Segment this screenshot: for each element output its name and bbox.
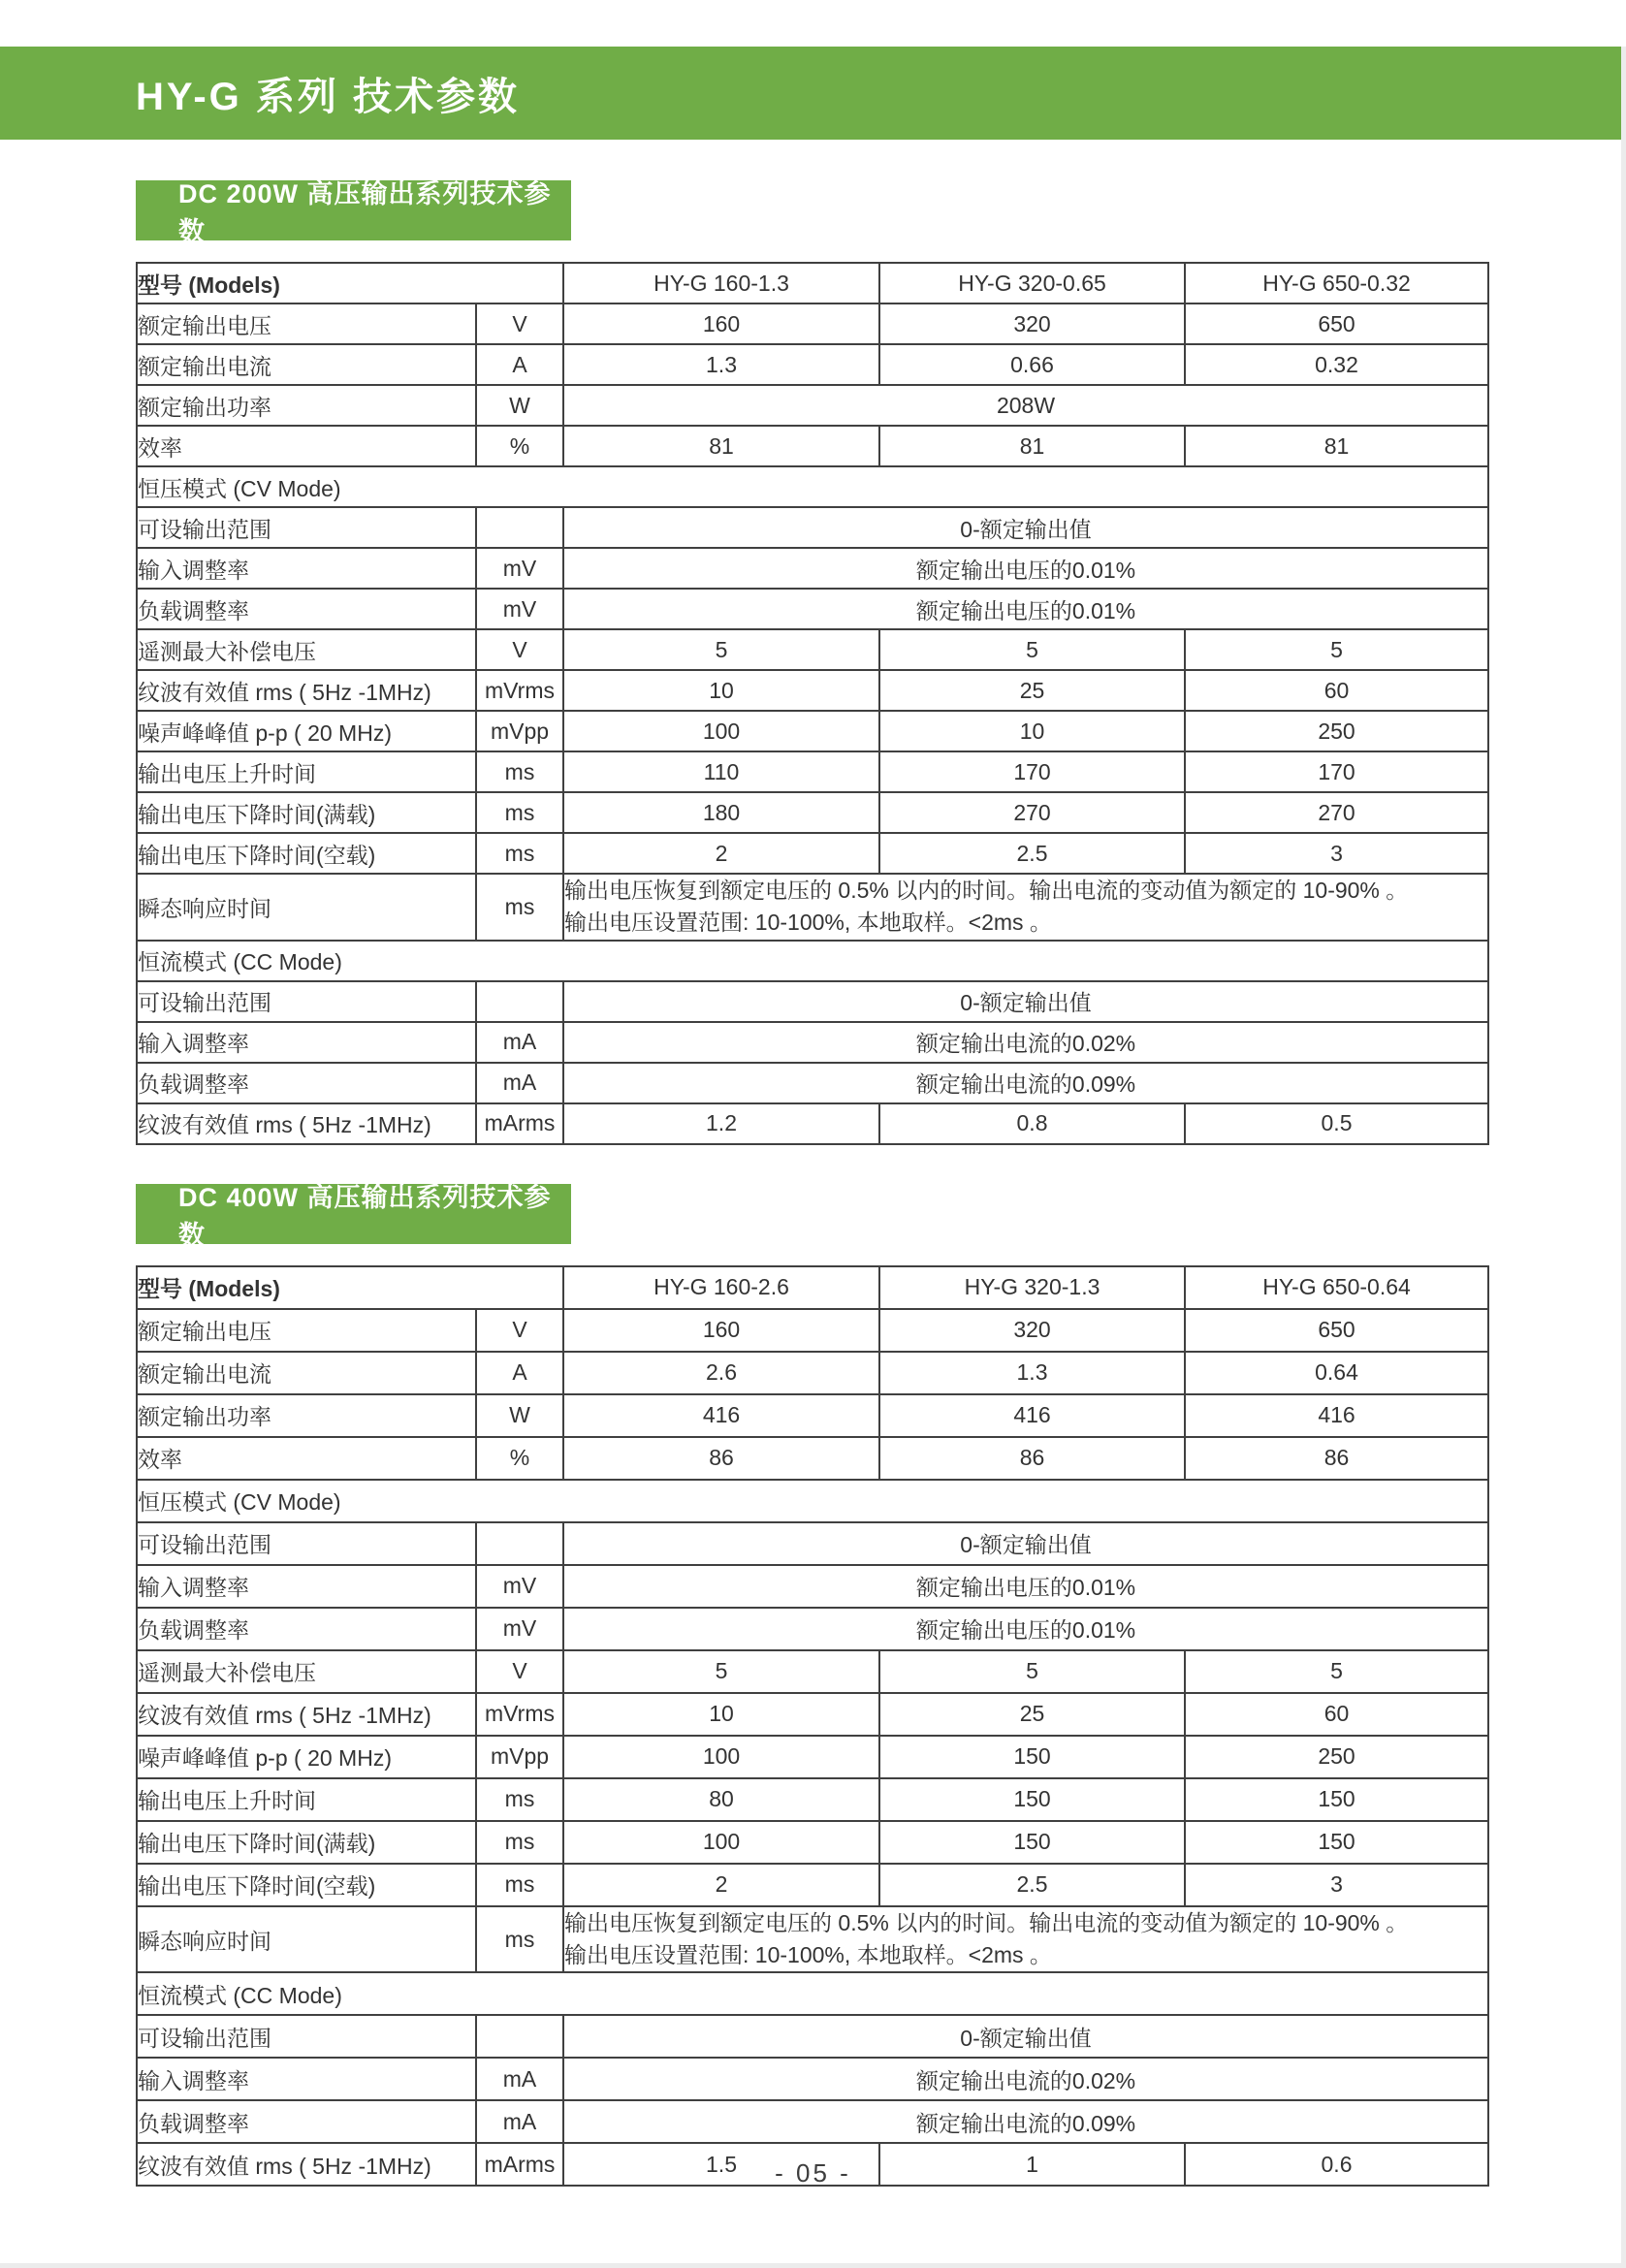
row-label: 纹波有效值 rms ( 5Hz -1MHz)	[137, 1103, 476, 1144]
table-row	[137, 1063, 1488, 1103]
row-label: 输入调整率	[137, 1565, 476, 1608]
value-cell: 170	[1185, 751, 1488, 792]
row-label: 额定输出功率	[137, 385, 476, 426]
value-cell: 81	[563, 426, 879, 466]
value-cell: 150	[879, 1821, 1185, 1864]
table-row	[137, 1394, 1488, 1437]
value-cell: 1.5	[563, 2143, 879, 2186]
row-label: 负载调整率	[137, 589, 476, 629]
value-cell: 416	[879, 1394, 1185, 1437]
row-label: 噪声峰峰值 p-p ( 20 MHz)	[137, 711, 476, 751]
section-row	[137, 1972, 1488, 2015]
value-cell: 1	[879, 2143, 1185, 2186]
row-label: 负载调整率	[137, 2100, 476, 2143]
row-label: 额定输出电压	[137, 303, 476, 344]
row-label: 效率	[137, 1437, 476, 1480]
merged-value-cell: 额定输出电压的0.01%	[563, 548, 1488, 589]
value-cell: 0.32	[1185, 344, 1488, 385]
row-unit: ms	[476, 833, 563, 874]
value-cell: 270	[1185, 792, 1488, 833]
row-unit: mArms	[476, 1103, 563, 1144]
value-cell: 60	[1185, 1693, 1488, 1736]
row-unit: %	[476, 1437, 563, 1480]
value-cell: 2.6	[563, 1352, 879, 1394]
row-unit	[476, 507, 563, 548]
value-cell: 81	[1185, 426, 1488, 466]
models-header-row	[137, 263, 1488, 303]
value-cell: 416	[1185, 1394, 1488, 1437]
table-row	[137, 1650, 1488, 1693]
value-cell: 160	[563, 1309, 879, 1352]
row-label: 噪声峰峰值 p-p ( 20 MHz)	[137, 1736, 476, 1778]
value-cell: 25	[879, 670, 1185, 711]
models-label: 型号 (Models)	[137, 1266, 563, 1309]
row-unit: A	[476, 344, 563, 385]
row-label: 输出电压下降时间(满载)	[137, 792, 476, 833]
row-unit	[476, 981, 563, 1022]
badge-200w: DC 200W 高压输出系列技术参数	[136, 180, 571, 240]
model-name: HY-G 650-0.64	[1185, 1266, 1488, 1309]
transient-note-line: 输出电压设置范围: 10-100%, 本地取样。<2ms 。	[564, 1942, 1052, 1968]
value-cell: 1.2	[563, 1103, 879, 1144]
table-row	[137, 1778, 1488, 1821]
row-label: 遥测最大补偿电压	[137, 629, 476, 670]
section-row	[137, 941, 1488, 981]
value-cell: 250	[1185, 711, 1488, 751]
row-unit: mVpp	[476, 711, 563, 751]
section-row	[137, 466, 1488, 507]
table-row	[137, 1022, 1488, 1063]
transient-note-line: 输出电压恢复到额定电压的 0.5% 以内的时间。输出电流的变动值为额定的 10-90% 。	[564, 1909, 1409, 1935]
table-row	[137, 589, 1488, 629]
merged-value-cell: 额定输出电压的0.01%	[563, 589, 1488, 629]
row-unit: ms	[476, 1821, 563, 1864]
section-band-label: 恒流模式 (CC Mode)	[137, 941, 1488, 981]
value-cell: 150	[1185, 1821, 1488, 1864]
value-cell: 10	[879, 711, 1185, 751]
row-label: 可设输出范围	[137, 507, 476, 548]
value-cell: 320	[879, 1309, 1185, 1352]
transient-note	[563, 874, 1488, 941]
table-row	[137, 1437, 1488, 1480]
row-label: 输出电压上升时间	[137, 751, 476, 792]
table-row	[137, 792, 1488, 833]
row-unit	[476, 2015, 563, 2058]
merged-value-cell: 额定输出电流的0.09%	[563, 2100, 1488, 2143]
row-label: 负载调整率	[137, 1063, 476, 1103]
row-unit: V	[476, 303, 563, 344]
value-cell: 5	[563, 1650, 879, 1693]
merged-value-cell: 0-额定输出值	[563, 1522, 1488, 1565]
row-label: 瞬态响应时间	[137, 1906, 476, 1973]
value-cell: 250	[1185, 1736, 1488, 1778]
page-number: - 05 -	[775, 2158, 851, 2188]
table-row	[137, 981, 1488, 1022]
row-label: 纹波有效值 rms ( 5Hz -1MHz)	[137, 1693, 476, 1736]
table-row	[137, 2058, 1488, 2100]
row-unit: ms	[476, 751, 563, 792]
table-row	[137, 1565, 1488, 1608]
value-cell: 110	[563, 751, 879, 792]
row-unit: mV	[476, 589, 563, 629]
value-cell: 2.5	[879, 833, 1185, 874]
model-name: HY-G 320-0.65	[879, 263, 1185, 303]
value-cell: 150	[1185, 1778, 1488, 1821]
table-section-200w	[136, 180, 1487, 1145]
table-row	[137, 1352, 1488, 1394]
table-row	[137, 385, 1488, 426]
value-cell: 5	[1185, 1650, 1488, 1693]
merged-value-cell: 0-额定输出值	[563, 981, 1488, 1022]
merged-value-cell: 额定输出电压的0.01%	[563, 1608, 1488, 1650]
table-row	[137, 670, 1488, 711]
table-row	[137, 1608, 1488, 1650]
row-unit: mA	[476, 2058, 563, 2100]
value-cell: 5	[1185, 629, 1488, 670]
row-unit: mVrms	[476, 670, 563, 711]
value-cell: 1.3	[563, 344, 879, 385]
row-unit: mA	[476, 1022, 563, 1063]
value-cell: 180	[563, 792, 879, 833]
value-cell: 81	[879, 426, 1185, 466]
table-row	[137, 1906, 1488, 1973]
row-unit: ms	[476, 792, 563, 833]
row-unit: mArms	[476, 2143, 563, 2186]
row-label: 输入调整率	[137, 1022, 476, 1063]
model-name: HY-G 650-0.32	[1185, 263, 1488, 303]
row-label: 输出电压下降时间(空载)	[137, 1864, 476, 1906]
row-label: 额定输出电压	[137, 1309, 476, 1352]
value-cell: 1.3	[879, 1352, 1185, 1394]
row-unit: ms	[476, 1906, 563, 1973]
merged-value-cell: 208W	[563, 385, 1488, 426]
value-cell: 60	[1185, 670, 1488, 711]
value-cell: 5	[879, 1650, 1185, 1693]
table-row	[137, 833, 1488, 874]
value-cell: 170	[879, 751, 1185, 792]
models-label: 型号 (Models)	[137, 263, 563, 303]
row-label: 额定输出电流	[137, 344, 476, 385]
value-cell: 86	[563, 1437, 879, 1480]
table-row	[137, 426, 1488, 466]
badge-400w: DC 400W 高压输出系列技术参数	[136, 1184, 571, 1244]
spec-table-200w	[136, 262, 1489, 1145]
row-label: 纹波有效值 rms ( 5Hz -1MHz)	[137, 670, 476, 711]
row-unit: V	[476, 629, 563, 670]
row-unit: W	[476, 385, 563, 426]
section-band-label: 恒压模式 (CV Mode)	[137, 1480, 1488, 1522]
value-cell: 270	[879, 792, 1185, 833]
value-cell: 2.5	[879, 1864, 1185, 1906]
value-cell: 100	[563, 1736, 879, 1778]
row-unit: mVrms	[476, 1693, 563, 1736]
row-unit: mV	[476, 548, 563, 589]
merged-value-cell: 额定输出电流的0.02%	[563, 1022, 1488, 1063]
merged-value-cell: 额定输出电流的0.09%	[563, 1063, 1488, 1103]
row-label: 输入调整率	[137, 2058, 476, 2100]
model-name: HY-G 160-2.6	[563, 1266, 879, 1309]
row-label: 输出电压下降时间(满载)	[137, 1821, 476, 1864]
table-row	[137, 629, 1488, 670]
merged-value-cell: 额定输出电流的0.02%	[563, 2058, 1488, 2100]
row-unit: mV	[476, 1565, 563, 1608]
value-cell: 5	[879, 629, 1185, 670]
page-footer	[0, 2158, 1626, 2188]
table-row	[137, 2015, 1488, 2058]
table-row	[137, 1309, 1488, 1352]
table-row	[137, 303, 1488, 344]
row-label: 输入调整率	[137, 548, 476, 589]
table-row	[137, 1736, 1488, 1778]
value-cell: 10	[563, 670, 879, 711]
row-unit: mV	[476, 1608, 563, 1650]
row-unit: W	[476, 1394, 563, 1437]
table-row	[137, 1522, 1488, 1565]
row-label: 瞬态响应时间	[137, 874, 476, 941]
value-cell: 0.64	[1185, 1352, 1488, 1394]
value-cell: 0.6	[1185, 2143, 1488, 2186]
row-unit: A	[476, 1352, 563, 1394]
table-row	[137, 2100, 1488, 2143]
value-cell: 86	[879, 1437, 1185, 1480]
row-label: 输出电压下降时间(空载)	[137, 833, 476, 874]
page-title: HY-G 系列 技术参数	[136, 75, 521, 118]
value-cell: 2	[563, 833, 879, 874]
table-row	[137, 711, 1488, 751]
value-cell: 650	[1185, 1309, 1488, 1352]
value-cell: 0.8	[879, 1103, 1185, 1144]
transient-note-line: 输出电压恢复到额定电压的 0.5% 以内的时间。输出电流的变动值为额定的 10-90% 。	[564, 878, 1409, 903]
table-row	[137, 1821, 1488, 1864]
row-unit: mVpp	[476, 1736, 563, 1778]
transient-note-line: 输出电压设置范围: 10-100%, 本地取样。<2ms 。	[564, 910, 1052, 936]
row-label: 负载调整率	[137, 1608, 476, 1650]
spec-table-400w	[136, 1265, 1489, 2188]
table-section-400w	[136, 1184, 1487, 2188]
section-row	[137, 1480, 1488, 1522]
row-unit: ms	[476, 874, 563, 941]
title-bar	[0, 47, 1621, 140]
value-cell: 3	[1185, 1864, 1488, 1906]
row-unit: %	[476, 426, 563, 466]
value-cell: 10	[563, 1693, 879, 1736]
value-cell: 3	[1185, 833, 1488, 874]
row-label: 纹波有效值 rms ( 5Hz -1MHz)	[137, 2143, 476, 2186]
table-row	[137, 507, 1488, 548]
row-unit: V	[476, 1650, 563, 1693]
row-unit: V	[476, 1309, 563, 1352]
row-label: 输出电压上升时间	[137, 1778, 476, 1821]
table-row	[137, 874, 1488, 941]
table-row	[137, 548, 1488, 589]
table-row	[137, 751, 1488, 792]
merged-value-cell: 0-额定输出值	[563, 507, 1488, 548]
section-band-label: 恒压模式 (CV Mode)	[137, 466, 1488, 507]
table-row	[137, 1103, 1488, 1144]
section-band-label: 恒流模式 (CC Mode)	[137, 1972, 1488, 2015]
value-cell: 2	[563, 1864, 879, 1906]
value-cell: 160	[563, 303, 879, 344]
row-unit: mA	[476, 1063, 563, 1103]
transient-note	[563, 1906, 1488, 1973]
row-unit: ms	[476, 1778, 563, 1821]
value-cell: 5	[563, 629, 879, 670]
table-row	[137, 1693, 1488, 1736]
row-unit	[476, 1522, 563, 1565]
row-unit: mA	[476, 2100, 563, 2143]
merged-value-cell: 0-额定输出值	[563, 2015, 1488, 2058]
models-header-row	[137, 1266, 1488, 1309]
value-cell: 86	[1185, 1437, 1488, 1480]
model-name: HY-G 160-1.3	[563, 263, 879, 303]
row-label: 可设输出范围	[137, 1522, 476, 1565]
value-cell: 0.5	[1185, 1103, 1488, 1144]
row-label: 额定输出电流	[137, 1352, 476, 1394]
table-row	[137, 1864, 1488, 1906]
merged-value-cell: 额定输出电压的0.01%	[563, 1565, 1488, 1608]
value-cell: 25	[879, 1693, 1185, 1736]
value-cell: 100	[563, 711, 879, 751]
value-cell: 80	[563, 1778, 879, 1821]
value-cell: 0.66	[879, 344, 1185, 385]
row-unit: ms	[476, 1864, 563, 1906]
table-row	[137, 344, 1488, 385]
value-cell: 100	[563, 1821, 879, 1864]
value-cell: 150	[879, 1778, 1185, 1821]
model-name: HY-G 320-1.3	[879, 1266, 1185, 1309]
row-label: 效率	[137, 426, 476, 466]
value-cell: 320	[879, 303, 1185, 344]
row-label: 额定输出功率	[137, 1394, 476, 1437]
row-label: 可设输出范围	[137, 2015, 476, 2058]
row-label: 可设输出范围	[137, 981, 476, 1022]
value-cell: 650	[1185, 303, 1488, 344]
value-cell: 150	[879, 1736, 1185, 1778]
row-label: 遥测最大补偿电压	[137, 1650, 476, 1693]
value-cell: 416	[563, 1394, 879, 1437]
